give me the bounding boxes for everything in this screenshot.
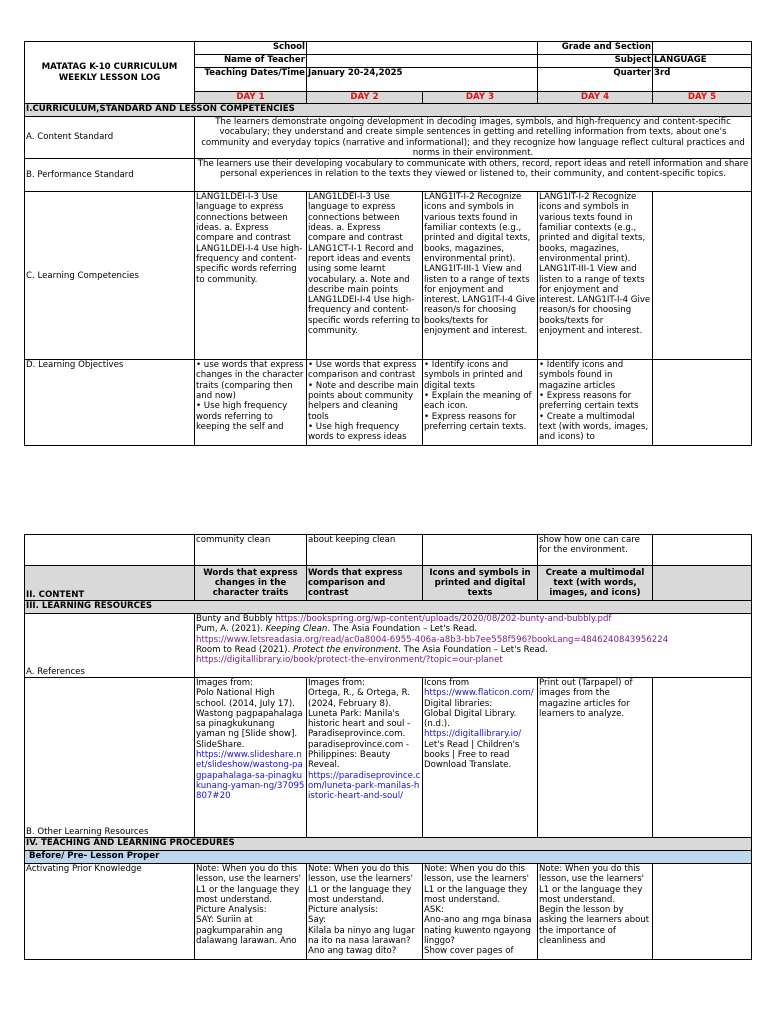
content-standard-text: The learners demonstrate ongoing development in decoding images, symbols, and high-frequency and content-specific vocabulary; they understand and create simple sentences in getting and retelling information from texts, about one's community and everyday topics (narrative and informational); and they recognize how language reflect cultural practices and norms in their environment. — [195, 117, 752, 159]
other-resources-day-4: Print out (Tarpapel) of images from the magazine articles for learners to analyze. — [538, 678, 653, 838]
competency-day-1: LANG1LDEI-I-3 Use language to express connections between ideas. a. Express compare and contrast LANG1LDEI-I-4 Use high-frequency and content-specific words referring to community. — [195, 192, 307, 360]
section-1-heading: I.CURRICULUM,STANDARD AND LESSON COMPETENCIES — [25, 104, 752, 117]
procedures-heading: IV. TEACHING AND LEARNING PROCEDURES — [25, 838, 752, 851]
reference-3-rest: . The Asia Foundation – Let's Read. — [398, 644, 548, 655]
activating-day-2: Note: When you do this lesson, use the learners' L1 or the language they most understand. Picture analysis: Say: Kilala ba ninyo ang lugar na ito na nasa larawan? Ano ang tawag dito? — [307, 864, 423, 960]
other-resources-day-2-link[interactable]: https://paradiseprovince.com/luneta-park-manilas-historic-heart-and-soul/ — [308, 770, 421, 802]
other-resources-day-1-link[interactable]: https://www.slideshare.net/slideshow/wastong-pagpapahalaga-sa-pinagkukunang-yaman-ng/37095807#20 — [196, 750, 305, 802]
reference-2-rest: . The Asia Foundation – Let's Read. — [327, 624, 478, 635]
reference-2-link[interactable]: https://www.letsreadasia.org/read/ac0a8004-6955-406a-a8b3-bb7ee558f596?bookLang=4846240843956224 — [196, 634, 669, 645]
reference-2 — [196, 624, 750, 634]
reference-1 — [196, 614, 750, 624]
day-2-header: DAY 2 — [307, 92, 423, 104]
lesson-log-title — [25, 42, 195, 104]
lesson-log-table-page1 — [24, 41, 752, 446]
objective-day-1: • use words that express changes in the character traits (comparing then and now) • Use high frequency words referring to keeping the self and — [195, 360, 307, 446]
teacher-label: Name of Teacher — [195, 55, 307, 68]
activating-day-3: Note: When you do this lesson, use the learners' L1 or the language they most understand. ASK: Ano-ano ang mga binasa nating kuwento ngayong linggo? Show cover pages of — [423, 864, 538, 960]
competency-day-4: LANG1IT-I-2 Recognize icons and symbols in various texts found in familiar contexts (e.g., printed and digital texts, books, magazines, environmental print). LANG1IT-III-1 View and listen to a range of texts for enjoyment and interest. LANG1IT-I-4 Give reason/s for choosing books/texts for enjoyment and interest. — [538, 192, 653, 360]
references-label: A. References — [25, 614, 195, 678]
content-day-5 — [653, 566, 752, 601]
other-resources-day-3-text2: Digital libraries: Global Digital Library. (n.d.). — [424, 698, 517, 730]
day-4-header: DAY 4 — [538, 92, 653, 104]
subject-value: LANGUAGE — [653, 55, 752, 68]
dates-label: Teaching Dates/Time — [195, 68, 307, 92]
grade-section-label: Grade and Section — [538, 42, 653, 55]
subject-label: Subject — [538, 55, 653, 68]
quarter-label: Quarter — [538, 68, 653, 92]
title-line1: MATATAG K-10 CURRICULUM — [41, 62, 178, 73]
competency-day-5 — [653, 192, 752, 360]
performance-standard-text: The learners use their developing vocabulary to communicate with others, record, report ideas and retell information and share personal experiences in relation to the texts they viewed or listened to, their community, and content-specific topics. — [195, 159, 752, 192]
day-3-header: DAY 3 — [423, 92, 538, 104]
reference-3-title: Protect the environment — [292, 644, 399, 655]
objective-day-4: • Identify icons and symbols found in magazine articles • Express reasons for preferring certain texts • Create a multimodal text (with words, images, and icons) to — [538, 360, 653, 446]
activating-day-1: Note: When you do this lesson, use the learners' L1 or the language they most understand. Picture Analysis: SAY: Suriin at pagkumparahin ang dalawang larawan. Ano — [195, 864, 307, 960]
other-resources-day-3-link2[interactable]: https://digitallibrary.io/ — [424, 729, 522, 740]
day-5-header: DAY 5 — [653, 92, 752, 104]
other-resources-day-1-text: Images from: Polo National High school. (2014, July 17). Wastong pagpapahalaga sa pinagkukunang yaman ng [Slide show]. SlideShare. — [196, 678, 303, 750]
other-resources-day-1 — [195, 678, 307, 838]
other-resources-day-5 — [653, 678, 752, 838]
school-label: School — [195, 42, 307, 55]
reference-2-title: Keeping Clean — [265, 624, 328, 635]
objective-cont-day-3 — [423, 535, 538, 566]
other-resources-day-2 — [307, 678, 423, 838]
dates-value: January 20-24,2025 — [307, 68, 538, 92]
content-standard-label: A. Content Standard — [25, 117, 195, 159]
content-day-1: Words that express changes in the character traits — [195, 566, 307, 601]
objective-day-3: • Identify icons and symbols in printed and digital texts • Explain the meaning of each icon. • Express reasons for preferring certain texts. — [423, 360, 538, 446]
objectives-label: D. Learning Objectives — [25, 360, 195, 446]
activating-day-4: Note: When you do this lesson, use the learners' L1 or the language they most understand. Begin the lesson by asking the learners about the importance of cleanliness and — [538, 864, 653, 960]
school-value — [307, 42, 538, 55]
quarter-value: 3rd — [653, 68, 752, 92]
other-resources-day-3-link1[interactable]: https://www.flaticon.com/ — [424, 688, 534, 699]
content-label: II. CONTENT — [25, 566, 195, 601]
references-content — [195, 614, 752, 678]
activating-day-5 — [653, 864, 752, 960]
reference-1-link[interactable]: https://bookspring.org/wp-content/uploads/2020/08/202-bunty-and-bubbly.pdf — [275, 614, 612, 624]
other-resources-day-3 — [423, 678, 538, 838]
content-day-4: Create a multimodal text (with words, images, and icons) — [538, 566, 653, 601]
objective-cont-day-4: show how one can care for the environment. — [538, 535, 653, 566]
content-day-3: Icons and symbols in printed and digital texts — [423, 566, 538, 601]
other-resources-day-3-text3: Let's Read | Children's books | Free to read Download Translate. — [424, 739, 520, 771]
reference-3-link[interactable]: https://digitallibrary.io/book/protect-the-environment/?topic=our-planet — [196, 655, 503, 666]
objective-cont-day-5 — [653, 535, 752, 566]
reference-2-author: Pum, A. (2021). — [196, 624, 266, 635]
content-day-2: Words that express comparison and contrast — [307, 566, 423, 601]
competencies-label: C. Learning Competencies — [25, 192, 195, 360]
performance-standard-label: B. Performance Standard — [25, 159, 195, 192]
other-resources-day-2-text: Images from: Ortega, R., & Ortega, R. (2024, February 8). Luneta Park: Manila's historic heart and soul - Paradiseprovince.com. paradiseprovince.com - Philippines: Beauty Reveal. — [308, 678, 411, 771]
other-resources-day-3-text1: Icons from — [424, 678, 470, 688]
grade-section-value — [653, 42, 752, 55]
lesson-log-table-page2 — [24, 534, 752, 960]
objectives-continued-label — [25, 535, 195, 566]
objective-day-5 — [653, 360, 752, 446]
pre-lesson-heading: Before/ Pre- Lesson Proper — [25, 851, 752, 864]
reference-1-title: Bunty and Bubbly — [196, 614, 276, 624]
title-line2: WEEKLY LESSON LOG — [58, 72, 161, 83]
activating-label: Activating Prior Knowledge — [25, 864, 195, 960]
objective-cont-day-1: community clean — [195, 535, 307, 566]
resources-heading: III. LEARNING RESOURCES — [25, 601, 752, 614]
objective-day-2: • Use words that express comparison and contrast • Note and describe main points about community helpers and cleaning tools • Use high frequency words to express ideas — [307, 360, 423, 446]
other-resources-label: B. Other Learning Resources — [25, 678, 195, 838]
objective-cont-day-2: about keeping clean — [307, 535, 423, 566]
teacher-value — [307, 55, 538, 68]
reference-3 — [196, 645, 750, 655]
competency-day-2: LANG1LDEI-I-3 Use language to express connections between ideas. a. Express compare and contrast LANG1CT-I-1 Record and report ideas and events using some learnt vocabulary. a. Note and describe main points LANG1LDEI-I-4 Use high-frequency and content-specific words referring to community. — [307, 192, 423, 360]
reference-3-author: Room to Read (2021). — [196, 644, 293, 655]
day-1-header: DAY 1 — [195, 92, 307, 104]
competency-day-3: LANG1IT-I-2 Recognize icons and symbols in various texts found in familiar contexts (e.g., printed and digital texts, books, magazines, environmental print). LANG1IT-III-1 View and listen to a range of texts for enjoyment and interest. LANG1IT-I-4 Give reason/s for choosing books/texts for enjoyment and interest. — [423, 192, 538, 360]
